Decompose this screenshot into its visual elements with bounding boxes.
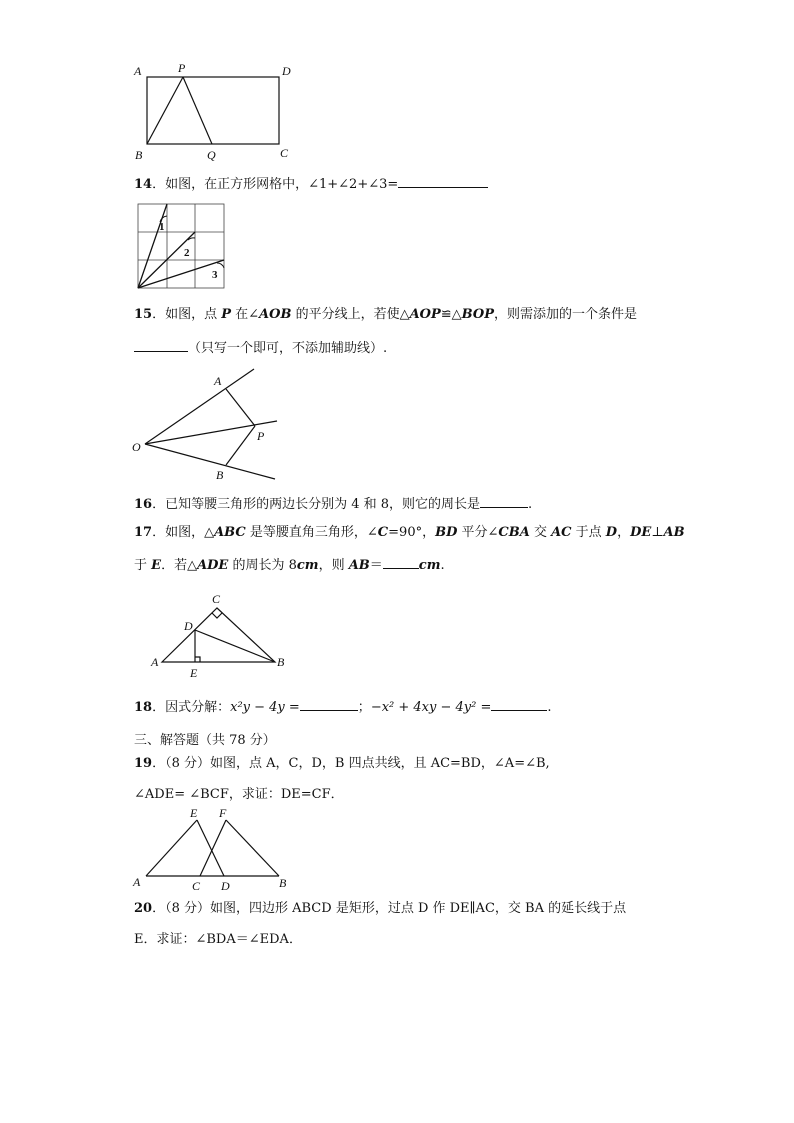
math-e: E (151, 558, 162, 573)
perpendicular-symbol: ⊥ (651, 525, 664, 540)
question-text: ．因式分解： (152, 700, 231, 715)
question-text: ．已知等腰三角形的两边长分别为 4 和 8，则它的周长是 (152, 497, 481, 512)
label-c: C (280, 146, 289, 160)
math-bop: BOP (461, 307, 495, 322)
math-de: DE (630, 525, 652, 540)
question-text: ∠ADE= ∠BCF，求证：DE=CF． (134, 787, 344, 802)
math-ab: AB (348, 558, 370, 573)
math-ac: AC (551, 525, 572, 540)
question-number: 17 (134, 525, 153, 540)
question-number: 14 (134, 177, 153, 192)
label-b: B (216, 468, 224, 482)
text-segment: =90°， (388, 525, 436, 540)
math-bd: BD (435, 525, 458, 540)
text-segment: . (528, 497, 533, 512)
figure-19-lines (146, 820, 279, 876)
label-b: B (279, 876, 287, 890)
text-segment: ，则 (318, 558, 349, 573)
text-segment: 交 (529, 525, 552, 540)
text-segment: 平分∠ (457, 525, 499, 540)
label-b: B (135, 148, 143, 162)
text-segment: ．如图，△ (152, 525, 215, 540)
math-cm: cm (296, 558, 319, 573)
question-20-line-1 (134, 900, 626, 918)
text-segment: 的平分线上，若使△ (291, 307, 410, 322)
text-segment: ， (617, 525, 631, 540)
expression-2: −x² + 4xy − 4y² = (370, 700, 492, 715)
question-number: 16 (134, 497, 153, 512)
question-20-line-2 (134, 931, 302, 949)
label-e: E (190, 666, 198, 680)
label-c: C (192, 879, 201, 893)
label-o: O (132, 440, 141, 454)
congruent-symbol: ≌△ (440, 307, 462, 322)
text-segment: ．如图，点 (152, 307, 222, 322)
angle-label-3: 3 (212, 269, 218, 281)
angle-label-1: 1 (159, 221, 165, 233)
math-p: P (221, 307, 232, 322)
math-d: D (605, 525, 618, 540)
label-b: B (277, 655, 285, 669)
text-segment: 在∠ (231, 307, 260, 322)
expression-1: x²y − 4y = (230, 700, 300, 715)
angle-label-2: 2 (184, 247, 190, 259)
label-a: A (214, 374, 222, 388)
question-number: 15 (134, 307, 153, 322)
question-number: 18 (134, 700, 153, 715)
text-segment: ＝ (369, 558, 383, 573)
math-cm: cm (418, 558, 441, 573)
math-ab: AB (663, 525, 685, 540)
question-number: 19 (134, 756, 153, 771)
text-segment: 是等腰直角三角形，∠ (245, 525, 378, 540)
question-number: 20 (134, 901, 153, 916)
label-p: P (257, 429, 265, 443)
section-title: 三、解答题（共 78 分） (134, 733, 276, 748)
text-segment: ； (357, 700, 371, 715)
label-d: D (282, 64, 291, 78)
label-a: A (133, 875, 141, 889)
text-segment: . (547, 700, 552, 715)
text-segment: 于点 (571, 525, 606, 540)
text-segment: 的周长为 8 (228, 558, 297, 573)
math-abc: ABC (214, 525, 246, 540)
label-d: D (184, 619, 193, 633)
question-text: E．求证：∠BDA＝∠EDA． (134, 932, 302, 947)
math-aob: AOB (259, 307, 292, 322)
label-e: E (190, 806, 198, 820)
text-segment: . (440, 558, 445, 573)
label-a: A (151, 655, 159, 669)
label-a: A (134, 64, 142, 78)
label-c: C (212, 592, 221, 606)
text-segment: 于 (134, 558, 152, 573)
question-text: ．（8 分）如图，点 A，C，D，B 四点共线，且 AC=BD，∠A=∠B, (152, 756, 550, 771)
question-text: ．如图，在正方形网格中，∠1+∠2+∠3= (152, 177, 399, 192)
label-f: F (219, 806, 227, 820)
math-aop: AOP (409, 307, 441, 322)
question-text: ．（8 分）如图，四边形 ABCD 是矩形，过点 D 作 DE∥AC，交 BA 的延长线于点 (152, 901, 627, 916)
text-segment: ．若△ (161, 558, 198, 573)
text-segment: ，则需添加的一个条件是 (494, 307, 638, 322)
label-q: Q (207, 148, 216, 162)
label-d: D (221, 879, 230, 893)
math-cba: CBA (498, 525, 530, 540)
label-p: P (178, 61, 186, 75)
math-c: C (377, 525, 389, 540)
math-ade: ADE (197, 558, 229, 573)
text-segment: （只写一个即可，不添加辅助线）. (188, 341, 388, 356)
